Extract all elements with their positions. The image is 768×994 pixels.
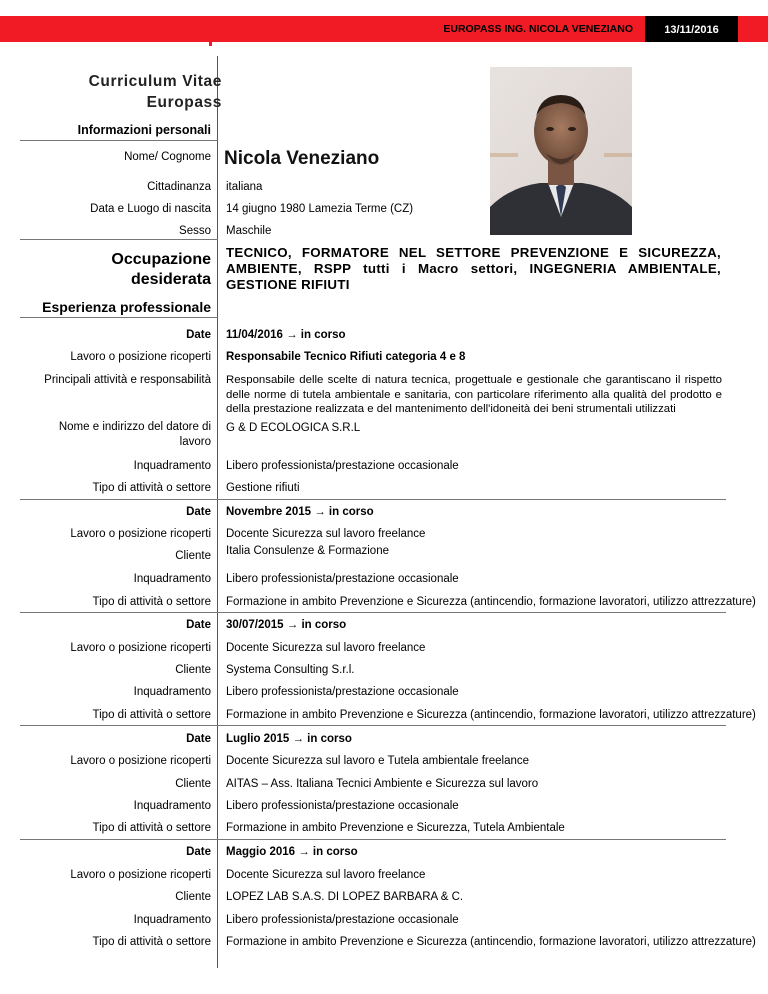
inquadramento-label: Inquadramento	[133, 460, 211, 472]
item5-inquadramento: Libero professionista/prestazione occasionale	[226, 914, 459, 926]
occupation-text: TECNICO, FORMATORE NEL SETTORE PREVENZIONE E SICUREZZA, AMBIENTE, RSPP tutti i Macro settori, INGEGNERIA AMBIENTALE, GESTIONE RIFIUTI	[226, 245, 721, 292]
item4-position: Docente Sicurezza sul lavoro e Tutela ambientale freelance	[226, 755, 530, 767]
item3-inquadramento: Libero professionista/prestazione occasionale	[226, 686, 459, 698]
activities-label: Principali attività e responsabilità	[44, 374, 211, 386]
client-label: Cliente	[175, 891, 211, 903]
cv-title-line2: Europass	[146, 94, 222, 111]
occupation-label-line2: desiderata	[130, 271, 211, 288]
item1-sector: Gestione rifiuti	[226, 482, 300, 494]
position-label: Lavoro o posizione ricoperti	[70, 528, 211, 540]
date-label: Date	[186, 329, 211, 341]
date-label: Date	[186, 733, 211, 745]
employer-label	[59, 420, 211, 449]
item1-employer: G & D ECOLOGICA S.R.L	[226, 422, 361, 434]
date-label: Date	[186, 846, 211, 858]
item2-position: Docente Sicurezza sul lavoro freelance	[226, 528, 426, 540]
profile-photo-image	[490, 67, 632, 235]
citizenship-label: Cittadinanza	[147, 181, 211, 193]
full-name: Nicola Veneziano	[224, 148, 380, 169]
occupation-rule-top	[20, 239, 218, 240]
occupation-label	[111, 250, 211, 290]
sector-label: Tipo di attività o settore	[92, 936, 211, 948]
item1-date: 11/04/2016 → in corso	[226, 329, 346, 341]
item1-activities: Responsabile delle scelte di natura tecnica, progettuale e gestionale che garantiscano il rispetto delle norme di tutela ambientale e sanitaria, con particolare riferimento alla qualità del prodotto e della prestazione realizzata e del mantenimento dell'idoneità dei beni strumentali utilizzati	[226, 374, 722, 415]
item3-date: 30/07/2015 → in corso	[226, 619, 347, 631]
employer-label-line1: Nome e indirizzo del datore di	[58, 421, 211, 433]
client-label: Cliente	[175, 778, 211, 790]
inquadramento-label: Inquadramento	[133, 800, 211, 812]
client-label: Cliente	[175, 664, 211, 676]
profile-photo	[490, 67, 632, 235]
item3-position: Docente Sicurezza sul lavoro freelance	[226, 642, 426, 654]
name-label: Nome/ Cognome	[124, 151, 211, 163]
item5-sector: Formazione in ambito Prevenzione e Sicurezza (antincendio, formazione lavoratori, utilizzo attrezzature)	[226, 936, 756, 948]
item3-client: Systema Consulting S.r.l.	[226, 664, 355, 676]
occupation-label-line1: Occupazione	[111, 251, 211, 268]
item5-date: Maggio 2016 → in corso	[226, 846, 358, 858]
item4-client: AITAS – Ass. Italiana Tecnici Ambiente e Sicurezza sul lavoro	[226, 778, 539, 790]
sex-value: Maschile	[226, 225, 272, 237]
column-divider	[217, 56, 218, 968]
header-tick	[209, 42, 212, 46]
position-label: Lavoro o posizione ricoperti	[70, 755, 211, 767]
item-separator	[20, 612, 726, 613]
inquadramento-label: Inquadramento	[133, 914, 211, 926]
item-separator	[20, 839, 726, 840]
position-label: Lavoro o posizione ricoperti	[70, 869, 211, 881]
date-label: Date	[186, 506, 211, 518]
header-date: 13/11/2016	[645, 16, 738, 42]
cv-title-line1: Curriculum Vitae	[88, 73, 222, 90]
sector-label: Tipo di attività o settore	[92, 822, 211, 834]
sex-label: Sesso	[179, 225, 211, 237]
sector-label: Tipo di attività o settore	[92, 482, 211, 494]
sector-label: Tipo di attività o settore	[92, 596, 211, 608]
client-label: Cliente	[175, 550, 211, 562]
item2-inquadramento: Libero professionista/prestazione occasionale	[226, 573, 459, 585]
item2-date: Novembre 2015 → in corso	[226, 506, 374, 518]
item3-sector: Formazione in ambito Prevenzione e Sicurezza (antincendio, formazione lavoratori, utilizzo attrezzature)	[226, 709, 756, 721]
item1-position: Responsabile Tecnico Rifiuti categoria 4 e 8	[226, 351, 466, 363]
inquadramento-label: Inquadramento	[133, 686, 211, 698]
cv-title	[89, 71, 222, 113]
item-separator	[20, 725, 726, 726]
employer-label-line2: lavoro	[179, 435, 211, 448]
personal-info-rule	[20, 140, 218, 141]
experience-rule	[20, 317, 218, 318]
item4-inquadramento: Libero professionista/prestazione occasionale	[226, 800, 459, 812]
item4-date: Luglio 2015 → in corso	[226, 733, 352, 745]
date-label: Date	[186, 619, 211, 631]
item5-client: LOPEZ LAB S.A.S. DI LOPEZ BARBARA & C.	[226, 891, 464, 903]
personal-info-heading: Informazioni personali	[77, 123, 211, 137]
header-name: EUROPASS ING. NICOLA VENEZIANO	[443, 23, 633, 35]
experience-heading: Esperienza professionale	[42, 299, 211, 315]
birth-label: Data e Luogo di nascita	[90, 203, 211, 215]
position-label: Lavoro o posizione ricoperti	[70, 351, 211, 363]
item4-sector: Formazione in ambito Prevenzione e Sicurezza, Tutela Ambientale	[226, 822, 565, 834]
item2-client: Italia Consulenze & Formazione	[226, 545, 389, 557]
birth-value: 14 giugno 1980 Lamezia Terme (CZ)	[226, 203, 414, 215]
item5-position: Docente Sicurezza sul lavoro freelance	[226, 869, 426, 881]
header-bar	[0, 16, 768, 42]
item-separator	[20, 499, 726, 500]
inquadramento-label: Inquadramento	[133, 573, 211, 585]
citizenship-value: italiana	[226, 181, 263, 193]
item1-inquadramento: Libero professionista/prestazione occasionale	[226, 460, 459, 472]
item2-sector: Formazione in ambito Prevenzione e Sicurezza (antincendio, formazione lavoratori, utilizzo attrezzature)	[226, 596, 756, 608]
position-label: Lavoro o posizione ricoperti	[70, 642, 211, 654]
sector-label: Tipo di attività o settore	[92, 709, 211, 721]
